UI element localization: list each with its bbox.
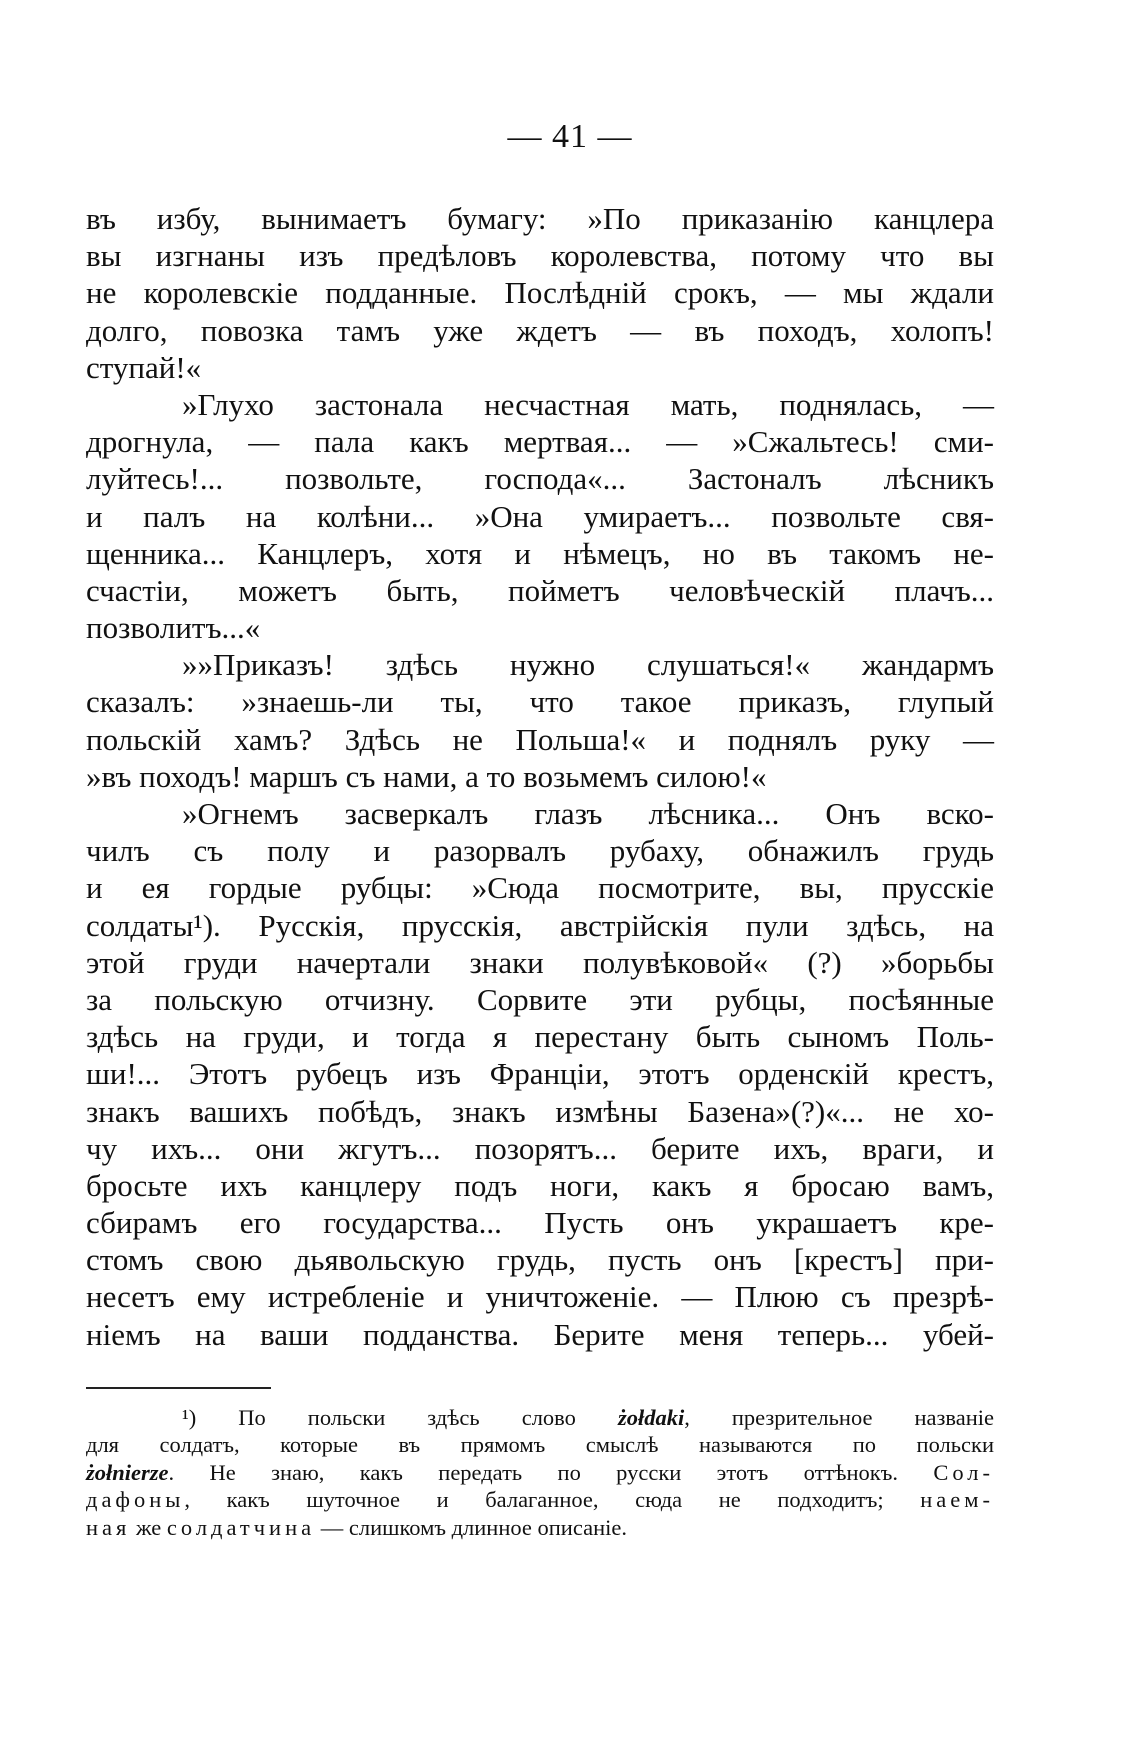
text-line: знакъ вашихъ побѣдъ, знакъ измѣны Базена»(?)«... не хо- bbox=[86, 1093, 994, 1129]
footnote-line bbox=[86, 1431, 994, 1458]
footnote-text: же bbox=[130, 1514, 167, 1540]
text-line: ступай!« bbox=[86, 349, 202, 385]
footnote-text: żołdaki bbox=[617, 1405, 685, 1430]
text-line: сбирамъ его государства... Пусть онъ украшаетъ кре- bbox=[86, 1205, 994, 1241]
footnote-text: По польски здѣсь слово bbox=[238, 1405, 618, 1430]
text-line: сказалъ: »знаешь-ли ты, что такое приказъ, глупый bbox=[86, 684, 994, 720]
text-line: позволитъ...« bbox=[86, 610, 261, 646]
text-line: дрогнула, — пала какъ мертвая... — »Сжальтесь! сми- bbox=[86, 424, 994, 460]
text-line: ніемъ на ваши подданства. Берите меня теперь... убей- bbox=[86, 1316, 994, 1352]
footnote-text: , какъ шуточное и балаганное, сюда не подходитъ; bbox=[184, 1487, 921, 1513]
text-line: »въ походъ! маршъ съ нами, а то возьмемъ силою!« bbox=[86, 758, 767, 794]
footnote-text: — слишкомъ длинное описаніе. bbox=[315, 1514, 627, 1540]
footnote-line bbox=[86, 1486, 994, 1513]
footnote-separator bbox=[86, 1387, 271, 1389]
text-line: этой груди начертали знаки полувѣковой« (?) »борьбы bbox=[86, 944, 994, 980]
text-line: въ избу, вынимаетъ бумагу: »По приказанію канцлера bbox=[86, 201, 994, 236]
footnote-line bbox=[86, 1459, 994, 1486]
text-line: вы изгнаны изъ предѣловъ королевства, потому что вы bbox=[86, 238, 994, 274]
text-line: не королевскіе подданные. Послѣдній срокъ, — мы ждали bbox=[86, 275, 994, 311]
footnote-line bbox=[86, 1404, 994, 1431]
text-line: несетъ ему истребленіе и уничтоженіе. — Плюю съ презрѣ- bbox=[86, 1279, 994, 1315]
text-line: счастіи, можетъ быть, пойметъ человѣческій плачъ... bbox=[86, 572, 994, 608]
page-number: — 41 — bbox=[507, 118, 633, 155]
text-line: и ея гордые рубцы: »Сюда посмотрите, вы, прусскіе bbox=[86, 870, 994, 906]
text-line: долго, повозка тамъ уже ждетъ — въ походъ, холопъ! bbox=[86, 312, 994, 348]
footnote-text: дафоны bbox=[86, 1487, 185, 1513]
footnote-text: , презрительное названіе bbox=[684, 1405, 994, 1430]
text-line: и палъ на колѣни... »Она умираетъ... позвольте свя- bbox=[86, 498, 994, 534]
footnote-text: żołnierze bbox=[86, 1459, 169, 1485]
footnote-text: . Не знаю, какъ передать по русски этотъ оттѣнокъ. bbox=[168, 1459, 934, 1485]
footnote bbox=[86, 1404, 994, 1541]
body-text bbox=[86, 200, 994, 1353]
footnote-text: ная bbox=[86, 1514, 131, 1540]
text-line: щенника... Канцлеръ, хотя и нѣмецъ, но въ такомъ не- bbox=[86, 535, 994, 571]
text-line: бросьте ихъ канцлеру подъ ноги, какъ я бросаю вамъ, bbox=[86, 1167, 994, 1203]
footnote-text: Сол- bbox=[933, 1459, 994, 1485]
text-line: польскій хамъ? Здѣсь не Польша!« и поднялъ руку — bbox=[86, 721, 994, 757]
text-line: чу ихъ... они жгутъ... позорятъ... берите ихъ, враги, и bbox=[86, 1130, 994, 1166]
text-line: »Огнемъ засверкалъ глазъ лѣсника... Онъ вско- bbox=[182, 796, 994, 831]
text-line: солдаты¹). Русскія, прусскія, австрійскія пули здѣсь, на bbox=[86, 907, 994, 943]
text-line: здѣсь на груди, и тогда я перестану быть сыномъ Поль- bbox=[86, 1019, 994, 1055]
footnote-text: наем- bbox=[920, 1487, 994, 1513]
text-line: »Глухо застонала несчастная мать, поднялась, — bbox=[182, 386, 994, 422]
footnote-text: солдатчина bbox=[166, 1514, 316, 1540]
footnote-marker: ¹) bbox=[182, 1405, 239, 1430]
text-line: ши!... Этотъ рубецъ изъ Франціи, этотъ орденскій крестъ, bbox=[86, 1056, 994, 1092]
text-line: »»Приказъ! здѣсь нужно слушаться!« жандармъ bbox=[182, 647, 994, 683]
text-line: чилъ съ полу и разорвалъ рубаху, обнажилъ грудь bbox=[86, 833, 994, 869]
footnote-line bbox=[86, 1514, 994, 1541]
text-line: за польскую отчизну. Сорвите эти рубцы, посѣянные bbox=[86, 981, 994, 1017]
footnote-text: для солдатъ, которые въ прямомъ смыслѣ называются по польски bbox=[86, 1432, 994, 1458]
text-line: луйтесь!... позвольте, господа«... Застоналъ лѣсникъ bbox=[86, 461, 994, 497]
text-line: стомъ свою дьявольскую грудь, пусть онъ [крестъ] при- bbox=[86, 1242, 994, 1278]
